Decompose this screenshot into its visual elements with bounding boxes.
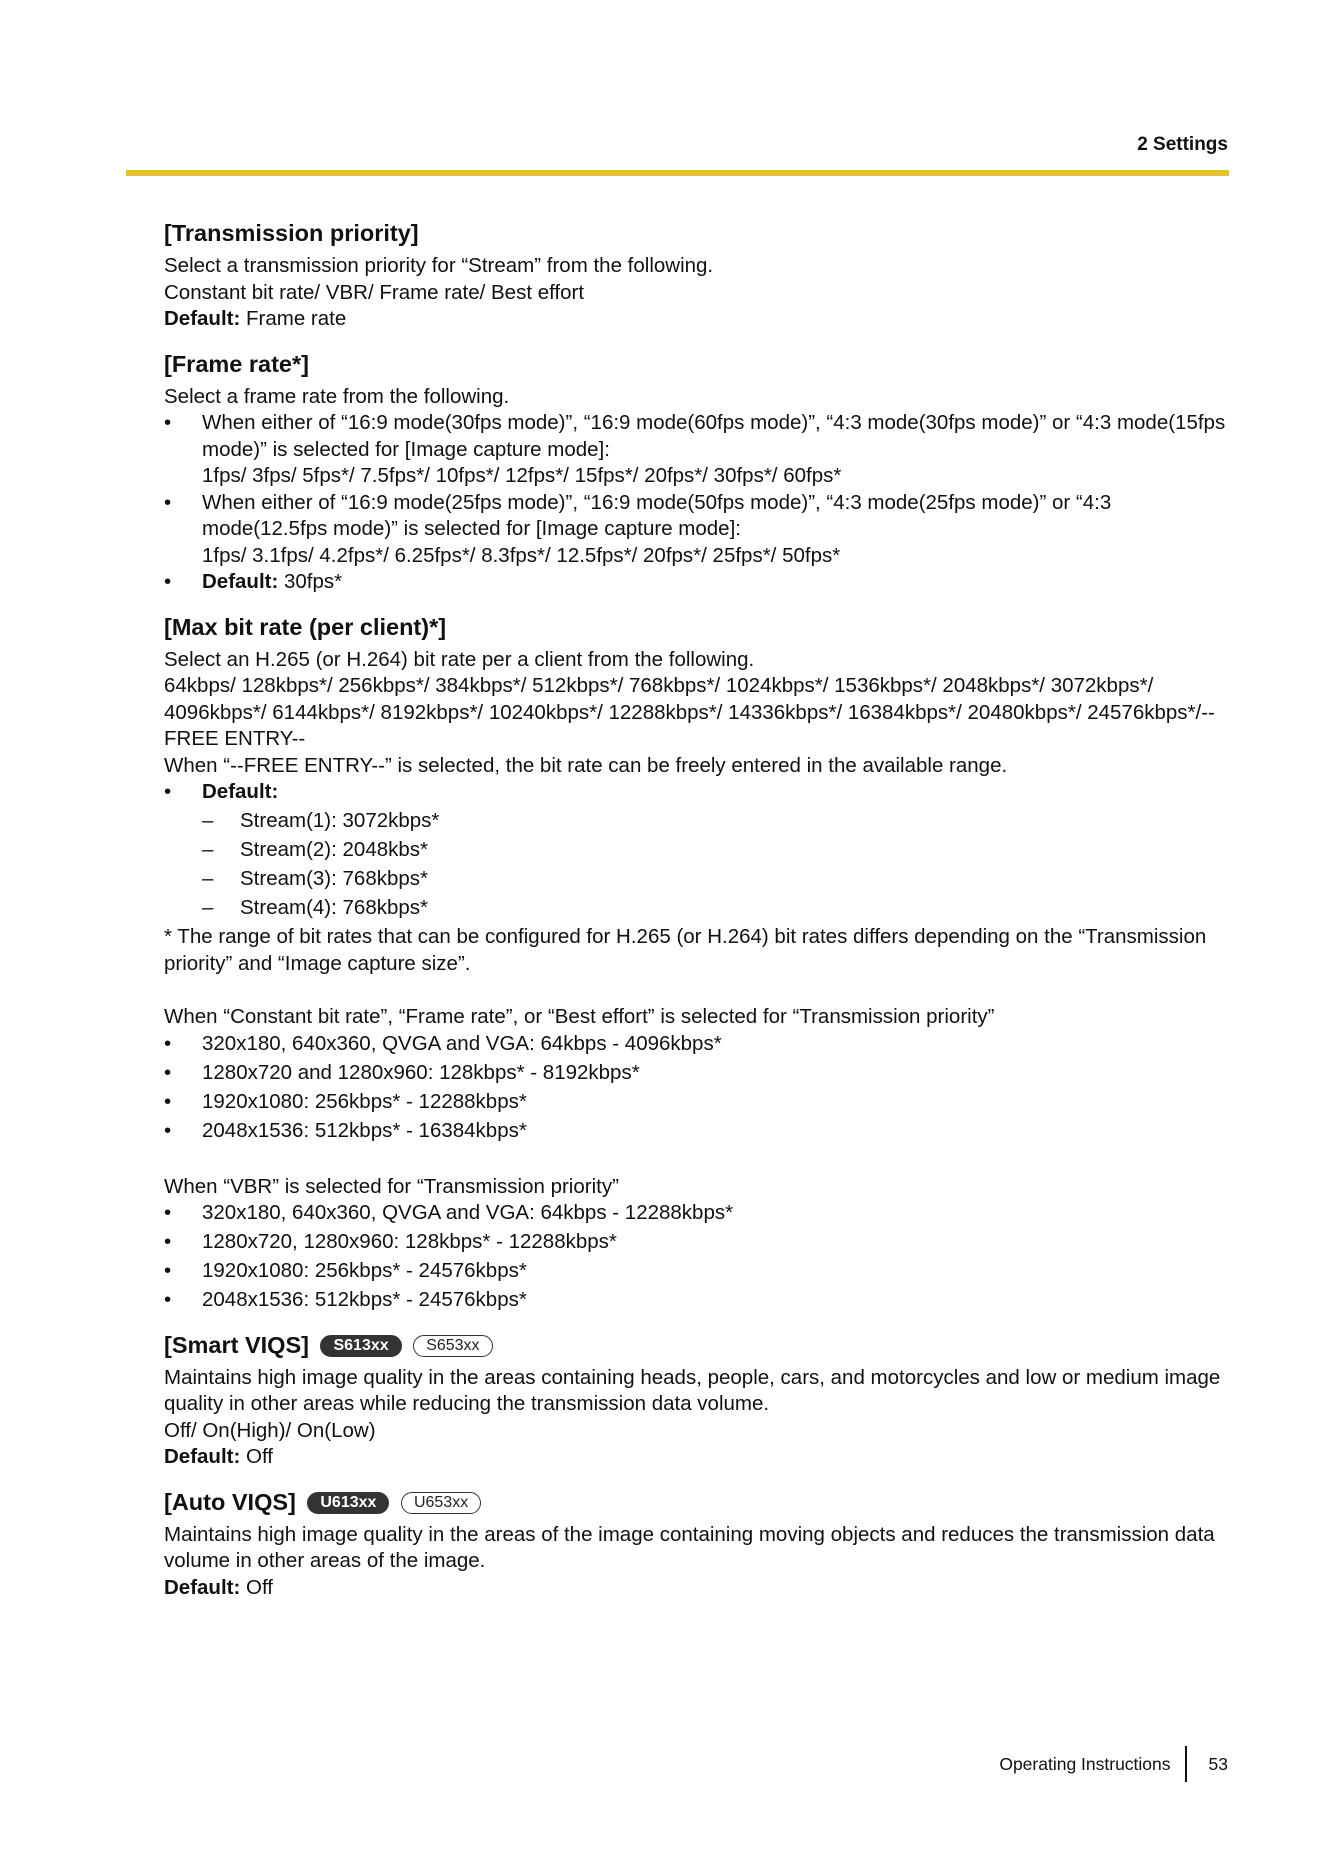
section-title: [Transmission priority]: [164, 220, 419, 246]
default-list: [164, 779, 1230, 806]
default-label: Default:: [202, 780, 279, 803]
default-label: Default:: [202, 570, 279, 593]
list-item: – Stream(2): 2048kbs*: [164, 837, 1230, 864]
list-item: • 2048x1536: 512kbps* - 16384kbps*: [164, 1118, 1230, 1145]
model-badge-outline: U653xx: [401, 1492, 481, 1514]
page-content: [164, 218, 1230, 1617]
default-line: [164, 1444, 1230, 1471]
list-item: – Stream(3): 768kbps*: [164, 866, 1230, 893]
section-title: [Frame rate*]: [164, 350, 309, 377]
vbr-range-list: [164, 1200, 1230, 1314]
list-item: [164, 779, 1230, 806]
section-transmission-priority: [164, 218, 1230, 333]
list-item: [164, 410, 1230, 490]
page-number: 53: [1208, 1753, 1228, 1774]
description-line: Maintains high image quality in the areas of the image containing moving objects and reduces the transmission data volume in other areas of the image.: [164, 1522, 1215, 1572]
section-title: [164, 1487, 1230, 1517]
options-text: 1fps/ 3fps/ 5fps*/ 7.5fps*/ 10fps*/ 12fps*/ 15fps*/ 20fps*/ 30fps*/ 60fps*: [202, 464, 842, 487]
default-value: Off: [240, 1575, 273, 1599]
footer-divider: [1185, 1746, 1187, 1782]
document-name: Operating Instructions: [999, 1753, 1171, 1774]
list-item: • 1280x720 and 1280x960: 128kbps* - 8192kbps*: [164, 1060, 1230, 1087]
cbr-range-list: [164, 1031, 1230, 1145]
section-title: [164, 1330, 1230, 1360]
description-line: Select a frame rate from the following.: [164, 384, 510, 408]
section-smart-viqs: [164, 1330, 1230, 1471]
default-label: Default:: [164, 1575, 241, 1599]
description-line: Select a transmission priority for “Stream” from the following.: [164, 254, 714, 277]
chapter-header: 2 Settings: [1137, 134, 1228, 155]
cbr-heading: When “Constant bit rate”, “Frame rate”, or “Best effort” is selected for “Transmission priority”: [164, 1005, 995, 1028]
default-value: Off: [240, 1445, 273, 1468]
model-badge: S613xx: [320, 1335, 401, 1357]
list-item: • 2048x1536: 512kbps* - 24576kbps*: [164, 1287, 1230, 1314]
default-value: 30fps*: [278, 570, 343, 593]
list-item: – Stream(4): 768kbps*: [164, 895, 1230, 922]
description-line: Select an H.265 (or H.264) bit rate per a client from the following.: [164, 647, 755, 671]
list-item: • 320x180, 640x360, QVGA and VGA: 64kbps - 12288kbps*: [164, 1200, 1230, 1227]
options-line: 64kbps/ 128kbps*/ 256kbps*/ 384kbps*/ 512kbps*/ 768kbps*/ 1024kbps*/ 1536kbps*/ 2048kbps*/ 3072kbps*/ 4096kbps*/ 6144kbps*/ 8192kbps*/ 10240kbps*/ 12288kbps*/ 14336kbps*/ 16384kbps*/ 20480kbps*/ 24576kbps*/--FREE ENTRY--: [164, 674, 1215, 750]
section-max-bit-rate: [164, 612, 1230, 1314]
condition-text: • When either of “16:9 mode(25fps mode)”, “16:9 mode(50fps mode)”, “4:3 mode(25fps mode)” or “4:3 mode(12.5fps mode)” is selected for [Image capture mode]:: [202, 490, 1112, 540]
vbr-heading: When “VBR” is selected for “Transmission priority”: [164, 1174, 619, 1198]
list-item: [164, 569, 1230, 596]
default-line: [164, 1575, 1230, 1602]
range-note: * The range of bit rates that can be configured for H.265 (or H.264) bit rates differs depending on the “Transmission priority” and “Image capture size”.: [164, 925, 1207, 975]
default-label: Default:: [164, 1445, 241, 1468]
page-footer: [999, 1746, 1228, 1782]
options-line: Off/ On(High)/ On(Low): [164, 1418, 376, 1442]
model-badge: U613xx: [307, 1492, 389, 1514]
stream-defaults-list: [164, 808, 1230, 922]
section-title-text: [Auto VIQS]: [164, 1488, 296, 1515]
default-line: [164, 306, 1230, 333]
list-item: • 320x180, 640x360, QVGA and VGA: 64kbps - 4096kbps*: [164, 1031, 1230, 1058]
default-label: Default:: [164, 307, 241, 330]
section-frame-rate: [164, 349, 1230, 596]
frame-rate-list: [164, 410, 1230, 596]
section-auto-viqs: [164, 1487, 1230, 1602]
free-entry-note: When “--FREE ENTRY--” is selected, the bit rate can be freely entered in the available range.: [164, 753, 1008, 777]
options-text: 1fps/ 3.1fps/ 4.2fps*/ 6.25fps*/ 8.3fps*/ 12.5fps*/ 20fps*/ 25fps*/ 50fps*: [202, 543, 841, 567]
header-rule: [126, 170, 1229, 176]
description-line: Maintains high image quality in the areas containing heads, people, cars, and motorcycles and low or medium image quality in other areas while reducing the transmission data volume.: [164, 1365, 1221, 1415]
list-item: [164, 490, 1230, 570]
list-item: • 1920x1080: 256kbps* - 24576kbps*: [164, 1258, 1230, 1285]
model-badge-outline: S653xx: [413, 1335, 492, 1357]
section-title: [Max bit rate (per client)*]: [164, 613, 447, 640]
list-item: – Stream(1): 3072kbps*: [164, 808, 1230, 835]
section-title-text: [Smart VIQS]: [164, 1331, 309, 1358]
condition-text: • When either of “16:9 mode(30fps mode)”, “16:9 mode(60fps mode)”, “4:3 mode(30fps mode)” or “4:3 mode(15fps mode)” is selected for [Image capture mode]:: [202, 411, 1226, 461]
list-item: • 1280x720, 1280x960: 128kbps* - 12288kbps*: [164, 1229, 1230, 1256]
options-line: Constant bit rate/ VBR/ Frame rate/ Best effort: [164, 280, 585, 304]
default-value: Frame rate: [240, 307, 347, 330]
list-item: • 1920x1080: 256kbps* - 12288kbps*: [164, 1089, 1230, 1116]
